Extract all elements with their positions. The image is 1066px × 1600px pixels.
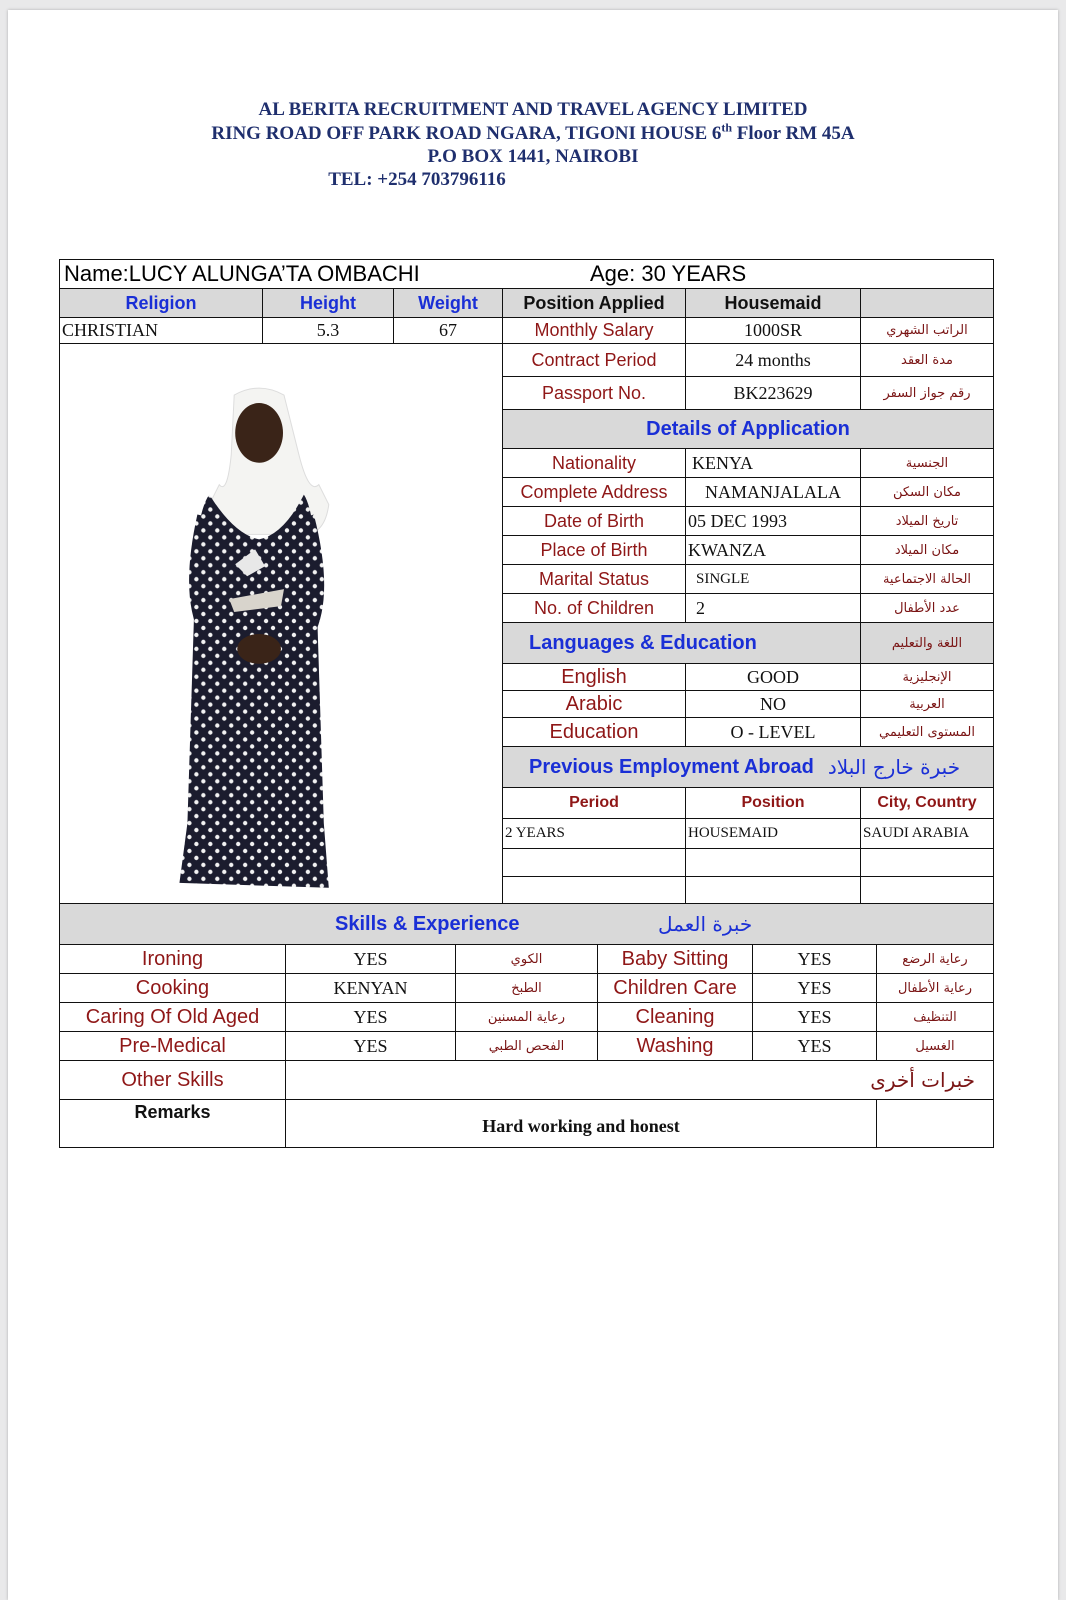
details-heading: Details of Application [502, 409, 994, 449]
education-arabic: المستوى التعليمي [860, 717, 994, 747]
candidate-age: Age: 30 YEARS [590, 261, 747, 286]
skill-premedical-label: Pre-Medical [59, 1031, 286, 1061]
employment-row-empty [502, 848, 686, 877]
skill-babysitting-arabic: رعاية الرضع [876, 944, 994, 974]
languages-heading-arabic: اللغة والتعليم [860, 622, 994, 664]
skill-cleaning-value: YES [752, 1002, 877, 1032]
candidate-photo [60, 344, 502, 904]
employment-row-location: SAUDI ARABIA [860, 818, 994, 849]
skill-elderly-value: YES [285, 1002, 456, 1032]
agency-tel: TEL: +254 703796116 [328, 169, 506, 190]
skill-premedical-value: YES [285, 1031, 456, 1061]
position-applied-value: Housemaid [685, 288, 861, 318]
pob-value: KWANZA [685, 535, 861, 565]
height-value: 5.3 [262, 317, 394, 344]
skill-cooking-arabic: الطبخ [455, 973, 598, 1003]
education-label: Education [502, 717, 686, 747]
skills-heading [59, 903, 994, 945]
employment-row-position: HOUSEMAID [685, 818, 861, 849]
english-value: GOOD [685, 663, 861, 691]
dob-value: 05 DEC 1993 [685, 506, 861, 536]
skills-heading-arabic: خبرة العمل [658, 912, 753, 936]
contract-period-arabic: مدة العقد [860, 343, 994, 377]
remarks-arabic-cell [876, 1099, 994, 1148]
employment-heading-arabic: خبرة خارج البلاد [827, 755, 961, 779]
agency-pobox: P.O BOX 1441, NAIROBI [427, 146, 639, 167]
pob-arabic: مكان الميلاد [860, 535, 994, 565]
skill-ironing-label: Ironing [59, 944, 286, 974]
employment-heading-text: Previous Employment Abroad [529, 755, 814, 778]
skills-heading-text: Skills & Experience [335, 912, 520, 935]
photo-cell [59, 343, 503, 904]
passport-label: Passport No. [502, 376, 686, 410]
skill-cleaning-arabic: التنظيف [876, 1002, 994, 1032]
address-value: NAMANJALALA [685, 477, 861, 507]
english-label: English [502, 663, 686, 691]
dob-arabic: تاريخ الميلاد [860, 506, 994, 536]
candidate-name: Name:LUCY ALUNGA’TA OMBACHI [64, 261, 420, 286]
address-superscript: th [721, 120, 733, 135]
remarks-value-cell [285, 1099, 877, 1148]
skill-washing-value: YES [752, 1031, 877, 1061]
skill-elderly-arabic: رعاية المسنين [455, 1002, 598, 1032]
skill-cleaning-label: Cleaning [597, 1002, 753, 1032]
skill-childcare-label: Children Care [597, 973, 753, 1003]
skill-childcare-value: YES [752, 973, 877, 1003]
address-part-a: RING ROAD OFF PARK ROAD NGARA, TIGONI HOUSE 6 [211, 123, 722, 144]
employment-row-empty [502, 876, 686, 904]
arabic-arabic: العربية [860, 690, 994, 718]
marital-value: SINGLE [685, 564, 861, 594]
other-skills-label: Other Skills [59, 1060, 286, 1100]
skill-washing-arabic: الغسيل [876, 1031, 994, 1061]
marital-label: Marital Status [502, 564, 686, 594]
agency-address [8, 122, 1058, 146]
agency-name: AL BERITA RECRUITMENT AND TRAVEL AGENCY LIMITED [258, 99, 808, 120]
children-value: 2 [685, 593, 861, 623]
employment-row-empty [860, 848, 994, 877]
skill-babysitting-label: Baby Sitting [597, 944, 753, 974]
employment-row-period: 2 YEARS [502, 818, 686, 849]
other-skills-value [285, 1060, 994, 1100]
height-header: Height [262, 288, 394, 318]
employment-col-period: Period [502, 787, 686, 819]
religion-value: CHRISTIAN [59, 317, 263, 344]
position-applied-label: Position Applied [502, 288, 686, 318]
nationality-arabic: الجنسية [860, 448, 994, 478]
employment-col-location: City, Country [860, 787, 994, 819]
marital-arabic: الحالة الاجتماعية [860, 564, 994, 594]
remarks-value: Hard working and honest [482, 1116, 680, 1136]
nationality-label: Nationality [502, 448, 686, 478]
weight-header: Weight [393, 288, 503, 318]
english-arabic: الإنجليزية [860, 663, 994, 691]
position-applied-arabic [860, 288, 994, 318]
address-arabic: مكان السكن [860, 477, 994, 507]
children-arabic: عدد الأطفال [860, 593, 994, 623]
monthly-salary-arabic: الراتب الشهري [860, 317, 994, 344]
dob-label: Date of Birth [502, 506, 686, 536]
pob-label: Place of Birth [502, 535, 686, 565]
cv-sheet [8, 10, 1058, 1600]
arabic-label: Arabic [502, 690, 686, 718]
passport-value: BK223629 [685, 376, 861, 410]
employment-heading [502, 746, 994, 788]
weight-value: 67 [393, 317, 503, 344]
religion-header: Religion [59, 288, 263, 318]
monthly-salary-label: Monthly Salary [502, 317, 686, 344]
employment-row-empty [685, 876, 861, 904]
education-value: O - LEVEL [685, 717, 861, 747]
skill-washing-label: Washing [597, 1031, 753, 1061]
name-row [59, 259, 994, 289]
other-skills-arabic: خبرات أخرى [870, 1068, 975, 1092]
contract-period-label: Contract Period [502, 343, 686, 377]
contract-period-value: 24 months [685, 343, 861, 377]
remarks-label-cell [59, 1099, 286, 1148]
employment-col-position: Position [685, 787, 861, 819]
skill-cooking-label: Cooking [59, 973, 286, 1003]
skill-ironing-value: YES [285, 944, 456, 974]
skill-elderly-label: Caring Of Old Aged [59, 1002, 286, 1032]
address-label: Complete Address [502, 477, 686, 507]
skill-ironing-arabic: الكوي [455, 944, 598, 974]
passport-arabic: رقم جواز السفر [860, 376, 994, 410]
children-label: No. of Children [502, 593, 686, 623]
address-part-b: Floor RM 45A [732, 123, 855, 144]
employment-row-empty [685, 848, 861, 877]
languages-heading: Languages & Education [502, 622, 861, 664]
skill-cooking-value: KENYAN [285, 973, 456, 1003]
employment-row-empty [860, 876, 994, 904]
arabic-value: NO [685, 690, 861, 718]
skill-childcare-arabic: رعاية الأطفال [876, 973, 994, 1003]
skill-premedical-arabic: الفحص الطبي [455, 1031, 598, 1061]
remarks-label: Remarks [134, 1102, 211, 1122]
nationality-value: KENYA [685, 448, 861, 478]
monthly-salary-value: 1000SR [685, 317, 861, 344]
skill-babysitting-value: YES [752, 944, 877, 974]
